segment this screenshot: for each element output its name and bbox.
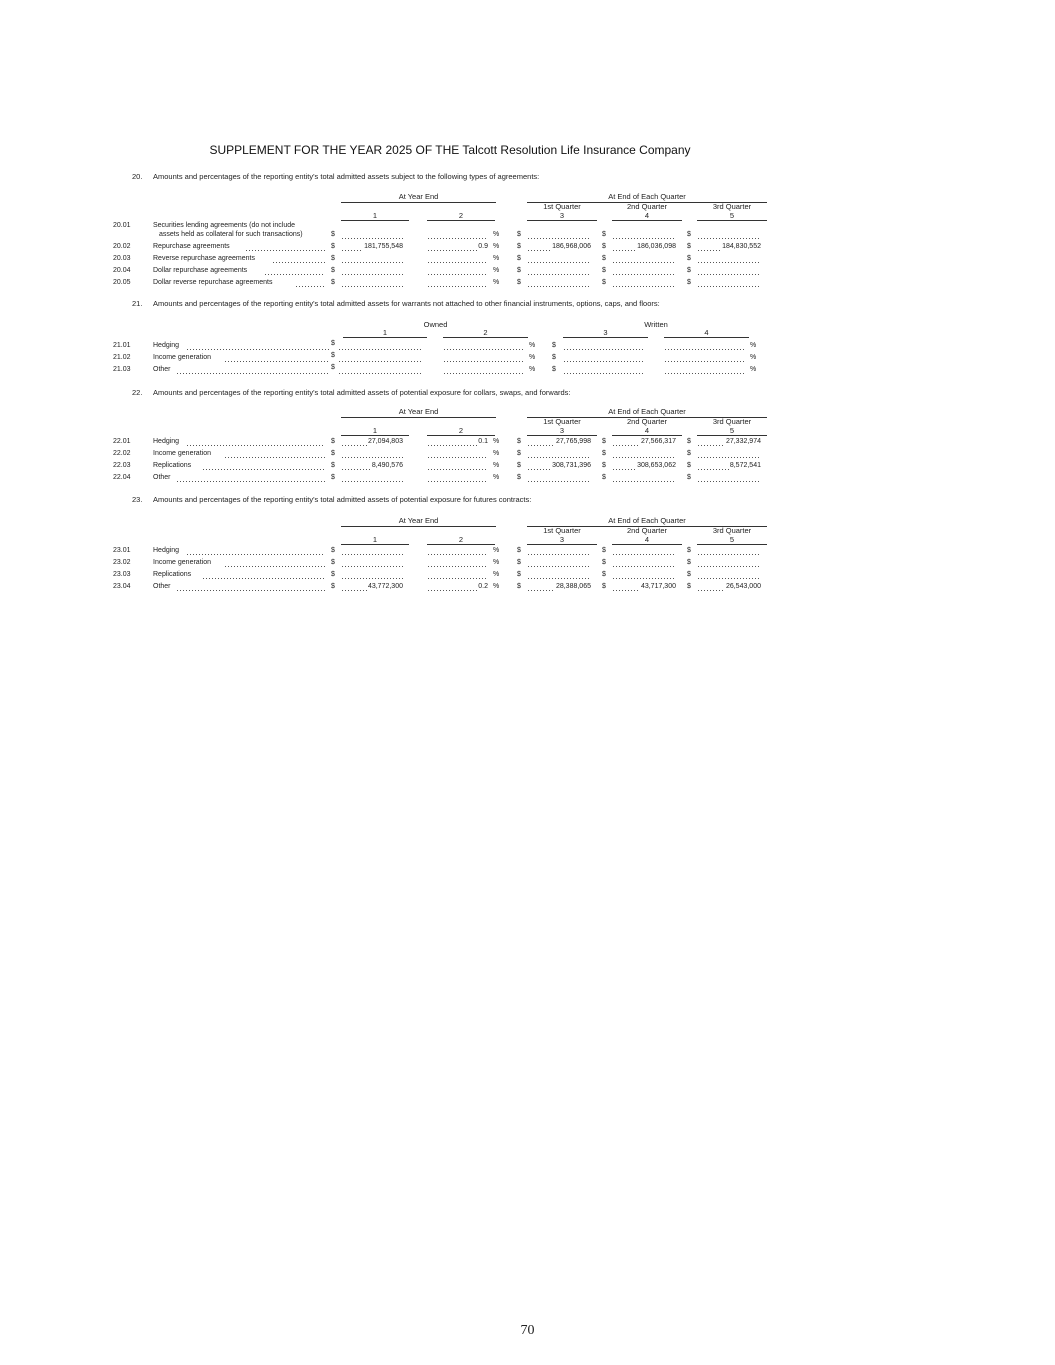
- col-number: 4: [612, 426, 682, 436]
- row-number: 23.02: [113, 559, 131, 566]
- value-cell: [697, 279, 761, 287]
- question-number: 23.: [132, 495, 143, 504]
- percent-sign: %: [493, 438, 500, 445]
- value-cell: [341, 450, 403, 458]
- col-number: 3: [563, 328, 648, 338]
- col-header-3rd-quarter: 3rd Quarter: [712, 526, 752, 535]
- dollar-sign: $: [331, 255, 335, 262]
- percent-sign: %: [493, 255, 500, 262]
- row-label: Repurchase agreements: [153, 243, 230, 250]
- percent-sign: %: [750, 342, 757, 349]
- question-number: 21.: [132, 299, 143, 308]
- cell-value: 28,388,065: [555, 583, 591, 590]
- cell-value: 186,036,098: [637, 243, 676, 250]
- percent-cell: [427, 474, 488, 482]
- dollar-sign: $: [331, 279, 335, 286]
- percent-cell: [427, 243, 488, 251]
- dollar-sign: $: [552, 342, 556, 349]
- value-cell: [612, 474, 676, 482]
- value-cell: [563, 354, 643, 362]
- cell-value: 43,772,300: [367, 583, 403, 590]
- col-number: 3: [527, 426, 597, 436]
- percent-cell: [427, 450, 488, 458]
- value-cell: [341, 267, 403, 275]
- row-number: 21.01: [113, 342, 131, 349]
- dollar-sign: $: [602, 547, 606, 554]
- dollar-sign: $: [602, 279, 606, 286]
- col-number: 4: [612, 211, 682, 221]
- row-number: 22.04: [113, 474, 131, 481]
- dollar-sign: $: [687, 231, 691, 238]
- col-number: 2: [427, 535, 495, 545]
- dollar-sign: $: [331, 571, 335, 578]
- row-number: 20.01: [113, 222, 131, 229]
- leader-dots: [224, 354, 330, 362]
- row-number: 23.01: [113, 547, 131, 554]
- dollar-sign: $: [517, 450, 521, 457]
- dollar-sign: $: [517, 255, 521, 262]
- cell-value: 0.9: [478, 243, 488, 250]
- value-cell: [697, 571, 761, 579]
- value-cell: [612, 267, 676, 275]
- row-number: 22.01: [113, 438, 131, 445]
- row-label: Other: [153, 583, 171, 590]
- value-cell: [612, 559, 676, 567]
- percent-sign: %: [493, 583, 500, 590]
- value-cell: [527, 231, 591, 239]
- value-cell: [612, 231, 676, 239]
- dollar-sign: $: [331, 583, 335, 590]
- value-cell: [563, 342, 643, 350]
- col-header-1st-quarter: 1st Quarter: [543, 417, 581, 426]
- dollar-sign: $: [517, 547, 521, 554]
- group-header-owned: Owned: [423, 320, 448, 329]
- percent-sign: %: [493, 279, 500, 286]
- row-number: 22.02: [113, 450, 131, 457]
- dollar-sign: $: [517, 583, 521, 590]
- value-cell: [697, 559, 761, 567]
- value-cell: [612, 547, 676, 555]
- value-cell: [527, 547, 591, 555]
- cell-value: 0.1: [478, 438, 488, 445]
- percent-sign: %: [493, 267, 500, 274]
- dollar-sign: $: [602, 462, 606, 469]
- group-header-year-end: At Year End: [398, 516, 439, 525]
- col-header-3rd-quarter: 3rd Quarter: [712, 202, 752, 211]
- row-number: 23.03: [113, 571, 131, 578]
- dollar-sign: $: [602, 474, 606, 481]
- value-cell: [612, 571, 676, 579]
- leader-dots: [224, 559, 325, 567]
- col-header-1st-quarter: 1st Quarter: [543, 202, 581, 211]
- dollar-sign: $: [517, 279, 521, 286]
- col-header-2nd-quarter: 2nd Quarter: [626, 526, 668, 535]
- dollar-sign: $: [687, 583, 691, 590]
- dollar-sign: $: [687, 450, 691, 457]
- dollar-sign: $: [687, 547, 691, 554]
- col-number: 1: [341, 535, 409, 545]
- cell-value: 27,332,974: [725, 438, 761, 445]
- col-number: 5: [697, 211, 767, 221]
- percent-cell: [427, 559, 488, 567]
- col-number: 2: [427, 211, 495, 221]
- row-label: Reverse repurchase agreements: [153, 255, 255, 262]
- value-cell: [527, 559, 591, 567]
- col-number: 2: [427, 426, 495, 436]
- dollar-sign: $: [602, 255, 606, 262]
- value-cell: [527, 255, 591, 263]
- leader-dots: [176, 583, 325, 591]
- value-cell: [341, 462, 403, 470]
- percent-sign: %: [493, 547, 500, 554]
- cell-value: 27,094,803: [367, 438, 403, 445]
- leader-dots: [264, 267, 325, 275]
- row-number: 20.02: [113, 243, 131, 250]
- percent-cell: [427, 267, 488, 275]
- value-cell: [341, 243, 403, 251]
- group-header-quarters: At End of Each Quarter: [608, 192, 686, 201]
- dollar-sign: $: [517, 571, 521, 578]
- col-header-2nd-quarter: 2nd Quarter: [626, 202, 668, 211]
- percent-sign: %: [493, 559, 500, 566]
- dollar-sign: $: [331, 340, 335, 347]
- dollar-sign: $: [331, 231, 335, 238]
- row-number: 20.05: [113, 279, 131, 286]
- row-label: Securities lending agreements (do not include: [153, 222, 296, 229]
- value-cell: [341, 438, 403, 446]
- percent-cell: [443, 342, 523, 350]
- value-cell: [527, 474, 591, 482]
- value-cell: [612, 438, 676, 446]
- col-number: 1: [341, 211, 409, 221]
- question-text: Amounts and percentages of the reporting entity's total admitted assets subject to the following types of agreements:: [153, 172, 540, 181]
- value-cell: [527, 279, 591, 287]
- dollar-sign: $: [331, 547, 335, 554]
- group-rule: [341, 526, 496, 527]
- percent-cell: [443, 366, 523, 374]
- value-cell: [527, 267, 591, 275]
- dollar-sign: $: [331, 474, 335, 481]
- dollar-sign: $: [687, 438, 691, 445]
- value-cell: [338, 366, 422, 374]
- col-number: 4: [612, 535, 682, 545]
- row-label: Income generation: [153, 354, 211, 361]
- cell-value: 27,566,317: [640, 438, 676, 445]
- percent-cell: [427, 547, 488, 555]
- dollar-sign: $: [331, 267, 335, 274]
- cell-value: 43,717,300: [640, 583, 676, 590]
- percent-sign: %: [493, 450, 500, 457]
- group-header-year-end: At Year End: [398, 192, 439, 201]
- cell-value: 308,653,062: [637, 462, 676, 469]
- value-cell: [697, 474, 761, 482]
- dollar-sign: $: [517, 559, 521, 566]
- row-label-continued: assets held as collateral for such transactions): [159, 231, 303, 238]
- dollar-sign: $: [331, 450, 335, 457]
- dollar-sign: $: [687, 279, 691, 286]
- value-cell: [341, 583, 403, 591]
- leader-dots: [245, 243, 325, 251]
- value-cell: [697, 231, 761, 239]
- percent-sign: %: [493, 474, 500, 481]
- row-label: Hedging: [153, 547, 180, 554]
- dollar-sign: $: [517, 474, 521, 481]
- dollar-sign: $: [552, 366, 556, 373]
- group-rule: [341, 417, 496, 418]
- percent-sign: %: [529, 342, 536, 349]
- dollar-sign: $: [331, 462, 335, 469]
- value-cell: [527, 571, 591, 579]
- group-header-quarters: At End of Each Quarter: [608, 407, 686, 416]
- percent-cell: [427, 279, 488, 287]
- value-cell: [341, 474, 403, 482]
- question-text: Amounts and percentages of the reporting entity's total admitted assets of potential exposure for futures contracts:: [153, 495, 532, 504]
- row-label: Hedging: [153, 438, 180, 445]
- row-number: 20.04: [113, 267, 131, 274]
- group-rule: [341, 202, 496, 203]
- col-number: 4: [664, 328, 749, 338]
- value-cell: [612, 243, 676, 251]
- percent-cell: [664, 342, 744, 350]
- dollar-sign: $: [687, 462, 691, 469]
- leader-dots: [202, 462, 325, 470]
- question-number: 20.: [132, 172, 143, 181]
- leader-dots: [272, 255, 325, 263]
- value-cell: [612, 583, 676, 591]
- cell-value: 184,830,552: [722, 243, 761, 250]
- page-title: SUPPLEMENT FOR THE YEAR 2025 OF THE Talcott Resolution Life Insurance Company: [209, 143, 691, 157]
- percent-cell: [427, 462, 488, 470]
- dollar-sign: $: [331, 243, 335, 250]
- value-cell: [527, 462, 591, 470]
- leader-dots: [224, 450, 325, 458]
- value-cell: [612, 255, 676, 263]
- group-header-year-end: At Year End: [398, 407, 439, 416]
- dollar-sign: $: [517, 462, 521, 469]
- value-cell: [612, 279, 676, 287]
- dollar-sign: $: [331, 352, 335, 359]
- value-cell: [697, 255, 761, 263]
- cell-value: 8,572,541: [729, 462, 761, 469]
- question-number: 22.: [132, 388, 143, 397]
- col-header-3rd-quarter: 3rd Quarter: [712, 417, 752, 426]
- percent-sign: %: [493, 462, 500, 469]
- leader-dots: [295, 279, 325, 287]
- row-label: Income generation: [153, 450, 211, 457]
- leader-dots: [186, 547, 325, 555]
- page-number: 70: [520, 1323, 535, 1338]
- percent-cell: [427, 583, 488, 591]
- row-number: 23.04: [113, 583, 131, 590]
- col-header-2nd-quarter: 2nd Quarter: [626, 417, 668, 426]
- row-number: 21.02: [113, 354, 131, 361]
- cell-value: 308,731,396: [552, 462, 591, 469]
- dollar-sign: $: [687, 474, 691, 481]
- cell-value: 26,543,000: [725, 583, 761, 590]
- col-number: 5: [697, 535, 767, 545]
- dollar-sign: $: [687, 267, 691, 274]
- group-header-quarters: At End of Each Quarter: [608, 516, 686, 525]
- group-header-written: Written: [644, 320, 668, 329]
- row-label: Hedging: [153, 342, 180, 349]
- row-number: 22.03: [113, 462, 131, 469]
- dollar-sign: $: [687, 571, 691, 578]
- col-header-1st-quarter: 1st Quarter: [543, 526, 581, 535]
- percent-sign: %: [493, 231, 500, 238]
- value-cell: [527, 438, 591, 446]
- dollar-sign: $: [602, 559, 606, 566]
- question-text: Amounts and percentages of the reporting entity's total admitted assets for warrants not attached to other financial instruments, options, caps, and floors:: [153, 299, 660, 308]
- value-cell: [527, 450, 591, 458]
- dollar-sign: $: [602, 231, 606, 238]
- value-cell: [697, 267, 761, 275]
- percent-sign: %: [493, 571, 500, 578]
- value-cell: [612, 450, 676, 458]
- value-cell: [527, 243, 591, 251]
- value-cell: [341, 279, 403, 287]
- dollar-sign: $: [331, 559, 335, 566]
- row-label: Replications: [153, 571, 192, 578]
- value-cell: [697, 438, 761, 446]
- cell-value: 0.2: [478, 583, 488, 590]
- value-cell: [341, 547, 403, 555]
- leader-dots: [176, 474, 325, 482]
- cell-value: 186,968,006: [552, 243, 591, 250]
- percent-cell: [427, 231, 488, 239]
- value-cell: [338, 342, 422, 350]
- percent-cell: [427, 255, 488, 263]
- value-cell: [338, 354, 422, 362]
- question-text: Amounts and percentages of the reporting entity's total admitted assets of potential exposure for collars, swaps, and forwards:: [153, 388, 571, 397]
- dollar-sign: $: [517, 438, 521, 445]
- dollar-sign: $: [687, 559, 691, 566]
- col-number: 1: [341, 426, 409, 436]
- col-number: 3: [527, 211, 597, 221]
- dollar-sign: $: [517, 243, 521, 250]
- value-cell: [697, 547, 761, 555]
- percent-cell: [427, 571, 488, 579]
- leader-dots: [186, 438, 325, 446]
- value-cell: [697, 450, 761, 458]
- dollar-sign: $: [687, 243, 691, 250]
- value-cell: [341, 231, 403, 239]
- dollar-sign: $: [331, 438, 335, 445]
- row-number: 20.03: [113, 255, 131, 262]
- value-cell: [563, 366, 643, 374]
- dollar-sign: $: [602, 267, 606, 274]
- row-label: Other: [153, 474, 171, 481]
- value-cell: [697, 583, 761, 591]
- leader-dots: [186, 342, 330, 350]
- dollar-sign: $: [602, 571, 606, 578]
- percent-cell: [427, 438, 488, 446]
- cell-value: 8,490,576: [371, 462, 403, 469]
- value-cell: [697, 462, 761, 470]
- dollar-sign: $: [517, 231, 521, 238]
- percent-sign: %: [750, 366, 757, 373]
- dollar-sign: $: [602, 583, 606, 590]
- col-number: 2: [443, 328, 528, 338]
- dollar-sign: $: [602, 243, 606, 250]
- cell-value: 27,765,998: [555, 438, 591, 445]
- dollar-sign: $: [517, 267, 521, 274]
- col-number: 5: [697, 426, 767, 436]
- col-number: 1: [343, 328, 427, 338]
- percent-cell: [664, 366, 744, 374]
- percent-sign: %: [529, 354, 536, 361]
- dollar-sign: $: [552, 354, 556, 361]
- row-label: Other: [153, 366, 171, 373]
- cell-value: 181,755,548: [364, 243, 403, 250]
- percent-sign: %: [529, 366, 536, 373]
- percent-sign: %: [493, 243, 500, 250]
- row-label: Income generation: [153, 559, 211, 566]
- value-cell: [341, 559, 403, 567]
- value-cell: [527, 583, 591, 591]
- percent-sign: %: [750, 354, 757, 361]
- dollar-sign: $: [602, 450, 606, 457]
- value-cell: [341, 255, 403, 263]
- col-number: 3: [527, 535, 597, 545]
- dollar-sign: $: [602, 438, 606, 445]
- leader-dots: [176, 366, 330, 374]
- dollar-sign: $: [687, 255, 691, 262]
- leader-dots: [202, 571, 325, 579]
- row-label: Dollar reverse repurchase agreements: [153, 279, 273, 286]
- percent-cell: [443, 354, 523, 362]
- row-number: 21.03: [113, 366, 131, 373]
- value-cell: [612, 462, 676, 470]
- row-label: Dollar repurchase agreements: [153, 267, 248, 274]
- percent-cell: [664, 354, 744, 362]
- value-cell: [341, 571, 403, 579]
- row-label: Replications: [153, 462, 192, 469]
- dollar-sign: $: [331, 364, 335, 371]
- value-cell: [697, 243, 761, 251]
